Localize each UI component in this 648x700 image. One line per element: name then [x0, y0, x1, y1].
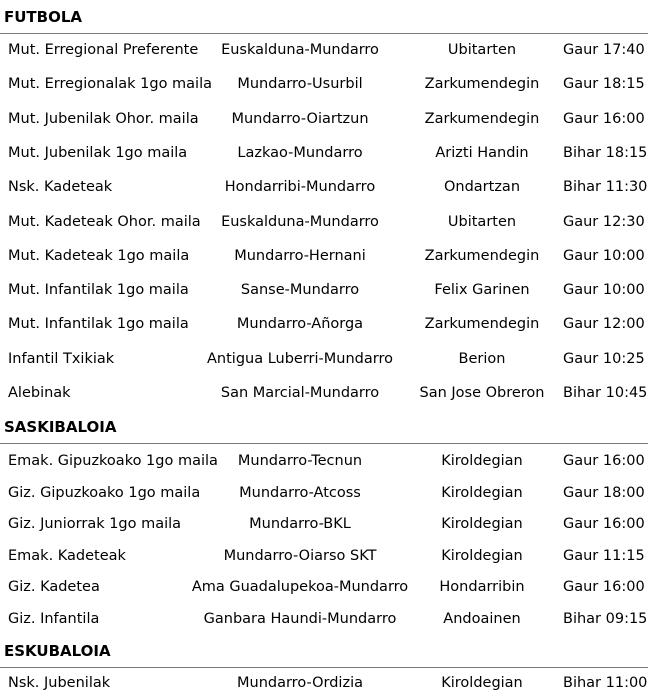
cell-category: Nsk. Jubenilak [8, 675, 111, 691]
cell-match: Lazkao-Mundarro [237, 144, 363, 161]
cell-category: Alebinak [8, 385, 71, 401]
schedule-row [0, 675, 648, 695]
cell-match: Euskalduna-Mundarro [221, 42, 379, 58]
cell-time: Bihar 11:30 [563, 179, 648, 196]
cell-time: Gaur 10:25 [563, 350, 645, 367]
schedule-row [0, 179, 648, 199]
section-title: SASKIBALOIA [0, 410, 648, 444]
cell-category: Giz. Kadetea [8, 579, 100, 596]
cell-venue: Kiroldegian [441, 453, 523, 469]
cell-category: Mut. Erregional Preferente [8, 42, 199, 58]
cell-match: Mundarro-Oiartzun [231, 110, 369, 127]
schedule-row [0, 248, 648, 268]
cell-match: Mundarro-Ordizia [237, 675, 363, 691]
schedule-row [0, 548, 648, 568]
cell-venue: Zarkumendegin [424, 247, 540, 264]
cell-category: Mut. Jubenilak 1go maila [8, 144, 188, 161]
cell-venue: Zarkumendegin [424, 76, 540, 93]
schedule-row [0, 145, 648, 165]
cell-category: Mut. Kadeteak 1go maila [8, 247, 190, 264]
cell-category: Mut. Infantilak 1go maila [8, 316, 189, 333]
schedule-row [0, 453, 648, 473]
cell-venue: Felix Garinen [434, 282, 530, 299]
cell-venue: Ubitarten [447, 213, 517, 230]
cell-venue: Kiroldegian [441, 547, 523, 564]
schedule-row [0, 316, 648, 336]
cell-venue: Kiroldegian [441, 516, 523, 533]
cell-venue: Andoainen [443, 611, 521, 627]
cell-time: Bihar 10:45 [563, 385, 648, 401]
schedule-row [0, 516, 648, 536]
cell-match: Mundarro-Añorga [236, 316, 364, 333]
cell-match: Ganbara Haundi-Mundarro [203, 611, 397, 627]
cell-category: Emak. Kadeteak [8, 547, 126, 564]
cell-match: Ama Guadalupekoa-Mundarro [191, 579, 409, 596]
schedule-row [0, 42, 648, 62]
cell-match: Mundarro-Oiarso SKT [223, 547, 377, 564]
cell-match: Antigua Luberri-Mundarro [207, 350, 393, 367]
cell-time: Gaur 17:40 [563, 42, 645, 58]
cell-time: Gaur 10:00 [563, 282, 645, 299]
cell-time: Gaur 16:00 [563, 579, 645, 596]
cell-category: Giz. Gipuzkoako 1go maila [8, 484, 201, 501]
cell-time: Gaur 12:30 [563, 213, 645, 230]
cell-time: Bihar 18:15 [563, 144, 648, 161]
schedule-row [0, 611, 648, 631]
schedule-row [0, 282, 648, 302]
cell-time: Gaur 16:00 [563, 516, 645, 533]
cell-time: Gaur 12:00 [563, 316, 645, 333]
cell-category: Mut. Kadeteak Ohor. maila [8, 213, 201, 230]
cell-match: Mundarro-Tecnun [237, 453, 363, 469]
cell-match: Mundarro-Atcoss [239, 484, 361, 501]
cell-venue: Berion [458, 350, 506, 367]
schedule-row [0, 76, 648, 96]
cell-match: Sanse-Mundarro [240, 282, 360, 299]
cell-time: Gaur 16:00 [563, 453, 645, 469]
schedule-row [0, 485, 648, 505]
cell-category: Nsk. Kadeteak [8, 179, 113, 196]
cell-category: Mut. Jubenilak Ohor. maila [8, 110, 199, 127]
cell-category: Infantil Txikiak [8, 350, 115, 367]
cell-category: Mut. Infantilak 1go maila [8, 282, 189, 299]
cell-venue: Kiroldegian [441, 675, 523, 691]
cell-match: San Marcial-Mundarro [220, 385, 380, 401]
section-title: FUTBOLA [0, 0, 648, 34]
cell-time: Bihar 09:15 [563, 611, 648, 627]
cell-venue: San Jose Obreron [419, 385, 545, 401]
schedule-row [0, 351, 648, 371]
cell-venue: Zarkumendegin [424, 316, 540, 333]
cell-time: Gaur 18:00 [563, 484, 645, 501]
cell-category: Emak. Gipuzkoako 1go maila [8, 453, 218, 469]
cell-time: Bihar 11:00 [563, 675, 648, 691]
cell-match: Euskalduna-Mundarro [221, 213, 379, 230]
cell-time: Gaur 16:00 [563, 110, 645, 127]
cell-match: Mundarro-Usurbil [237, 76, 363, 93]
cell-category: Giz. Infantila [8, 611, 100, 627]
schedule-row [0, 214, 648, 234]
cell-venue: Ubitarten [447, 42, 517, 58]
cell-venue: Ondartzan [443, 179, 521, 196]
cell-venue: Hondarribin [439, 579, 525, 596]
cell-venue: Arizti Handin [435, 144, 529, 161]
cell-venue: Kiroldegian [441, 484, 523, 501]
cell-category: Mut. Erregionalak 1go maila [8, 76, 212, 93]
cell-match: Mundarro-Hernani [234, 247, 366, 264]
schedule-row [0, 579, 648, 599]
cell-time: Gaur 18:15 [563, 76, 645, 93]
cell-category: Giz. Juniorrak 1go maila [8, 516, 182, 533]
cell-venue: Zarkumendegin [424, 110, 540, 127]
cell-match: Mundarro-BKL [249, 516, 351, 533]
schedule-row [0, 111, 648, 131]
section-title: ESKUBALOIA [0, 634, 648, 668]
section-eskubaloia [0, 634, 648, 668]
section-saskibaloia [0, 410, 648, 444]
cell-time: Gaur 10:00 [563, 247, 645, 264]
cell-match: Hondarribi-Mundarro [224, 179, 376, 196]
cell-time: Gaur 11:15 [563, 547, 645, 564]
schedule-row [0, 385, 648, 405]
